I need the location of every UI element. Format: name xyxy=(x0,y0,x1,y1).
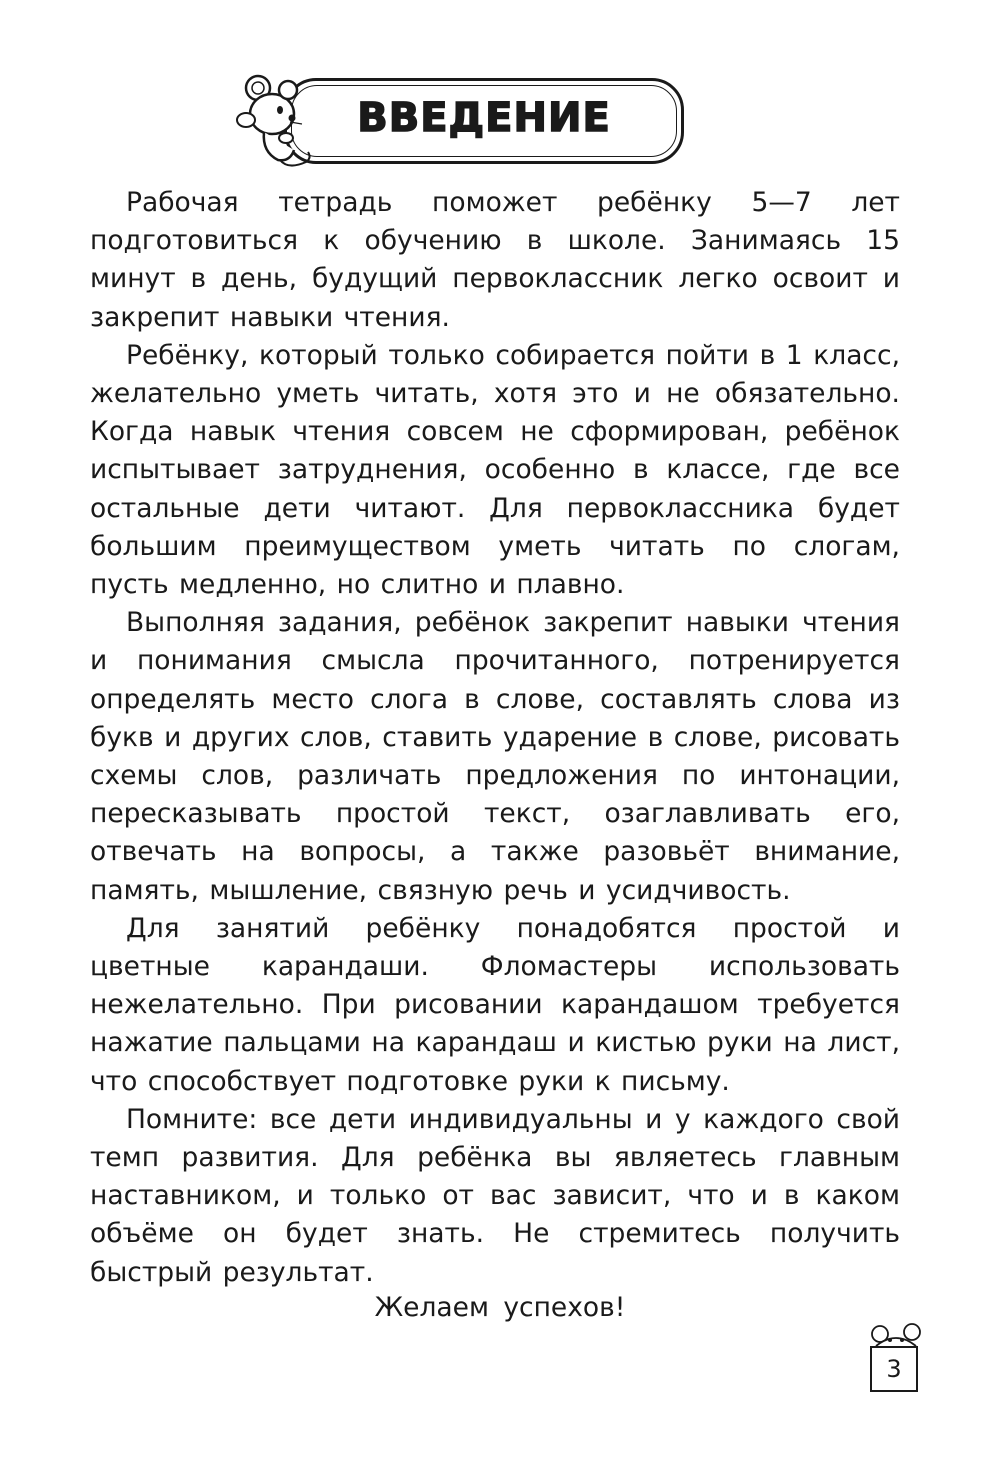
paragraph-3: Выполняя задания, ребёнок закрепит навыки чтения и понимания смысла прочитанного, потренируется определять место слога в слове, составлять слова из букв и других слов, ставить ударение в слове, рисовать схемы слов, различать предложения по интонации, пересказывать простой текст, озаглавливать его, отвечать на вопросы, а также разовьёт внимание, память, мышление, связную речь и усидчивость. xyxy=(90,607,900,906)
paragraph-4: Для занятий ребёнку понадобятся простой и цветные карандаши. Фломастеры использовать нежелательно. При рисовании карандашом требуется нажатие пальцами на карандаш и кистью руки на лист, что способствует подготовке руки к письму. xyxy=(90,912,900,1097)
paragraph-2: Ребёнку, который только собирается пойти в 1 класс, желательно уметь читать, хотя это и не обязательно. Когда навык чтения совсем не сформирован, ребёнок испытывает затруднения, особенно в классе, где все остальные дети читают. Для первоклассника будет большим преимуществом уметь читать по слогам, пусть медленно, но слитно и плавно. xyxy=(90,339,900,601)
body-text xyxy=(90,184,900,1292)
closing-line: Желаем успехов! xyxy=(374,1292,626,1323)
section-header xyxy=(228,70,690,170)
section-title: ВВЕДЕНИЕ xyxy=(357,95,611,141)
paragraph-5: Помните: все дети индивидуальны и у каждого свой темп развития. Для ребёнка вы являетесь главным наставником, и только от вас зависит, что и в каком объёме он будет знать. Не стремитесь получить быстрый результат. xyxy=(90,1103,900,1288)
mouse-peeking-icon xyxy=(228,70,318,170)
page-number-area xyxy=(866,1322,926,1394)
page-number: 3 xyxy=(870,1346,918,1392)
small-mouse-icon xyxy=(868,1322,924,1348)
paragraph-1: Рабочая тетрадь поможет ребёнку 5—7 лет подготовиться к обучению в школе. Занимаясь 15 минут в день, будущий первоклассник легко освоит и закрепит навыки чтения. xyxy=(90,187,900,333)
title-banner xyxy=(284,78,684,164)
